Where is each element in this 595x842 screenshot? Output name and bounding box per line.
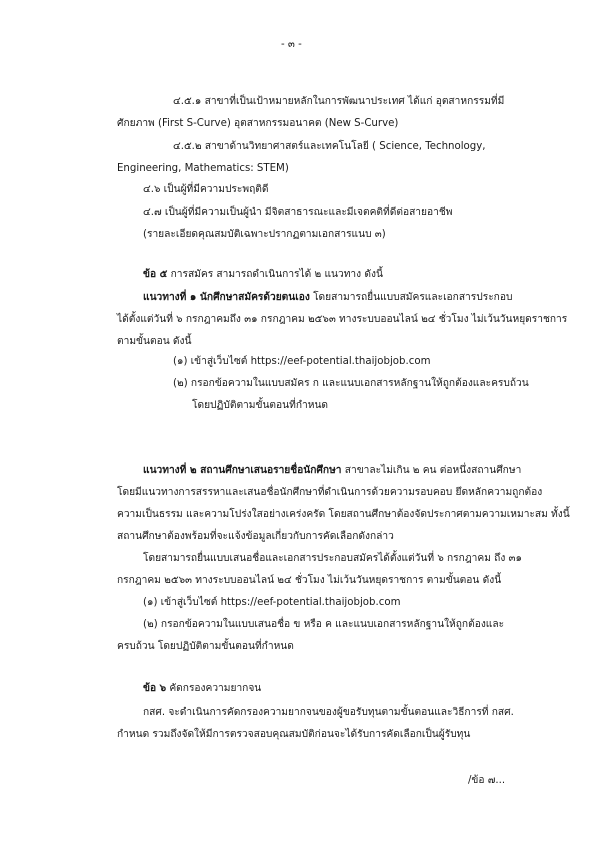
continuation-marker: /ข้อ ๗... xyxy=(468,775,506,786)
approach-1-step-2-line-1: (๒) กรอกข้อความในแบบสมัคร ก และแนบเอกสารหลักฐานให้ถูกต้องและครบถ้วน xyxy=(173,378,529,389)
approach-2-line-5: โดยสามารถยื่นแบบเสนอชื่อและเอกสารประกอบสมัครได้ตั้งแต่วันที่ ๖ กรกฎาคม ถึง ๓๑ xyxy=(143,553,522,564)
section-6-number: ข้อ ๖ xyxy=(143,683,167,694)
section-5-heading xyxy=(143,269,383,281)
para-4-5-2-line-2: Engineering, Mathematics: STEM) xyxy=(117,163,289,174)
item-4-7: ๔.๗ เป็นผู้ที่มีความเป็นผู้นำ มีจิตสาธารณะและมีเจตคติที่ดีต่อสายอาชีพ xyxy=(143,207,453,218)
section-6-title: คัดกรองความยากจน xyxy=(166,683,262,694)
approach-1-step-1: (๑) เข้าสู่เว็บไซต์ https://eef-potential.thaijobjob.com xyxy=(173,356,431,367)
section-5-title: การสมัคร สามารถดำเนินการได้ ๒ แนวทาง ดังนี้ xyxy=(167,269,383,280)
approach-2-line-3: ความเป็นธรรม และความโปร่งใสอย่างเคร่งครัด โดยสถานศึกษาต้องจัดประกาศตามความเหมาะสม ทั้งนี้ xyxy=(117,509,570,520)
approach-1-line-3: ตามขั้นตอน ดังนี้ xyxy=(117,336,192,347)
approach-2-step-1: (๑) เข้าสู่เว็บไซต์ https://eef-potential.thaijobjob.com xyxy=(143,597,401,608)
approach-2-heading: แนวทางที่ ๒ สถานศึกษาเสนอรายชื่อนักศึกษา xyxy=(143,465,342,476)
section-5-number: ข้อ ๕ xyxy=(143,269,168,280)
approach-2-step-2-line-2: ครบถ้วน โดยปฏิบัติตามขั้นตอนที่กำหนด xyxy=(117,641,294,652)
approach-1-heading: แนวทางที่ ๑ นักศึกษาสมัครด้วยตนเอง xyxy=(143,292,310,303)
section-6-line-2: กำหนด รวมถึงจัดให้มีการตรวจสอบคุณสมบัติก่อนจะได้รับการคัดเลือกเป็นผู้รับทุน xyxy=(117,729,471,740)
approach-1-line-2: ได้ตั้งแต่วันที่ ๖ กรกฎาคมถึง ๓๑ กรกฎาคม ๒๕๖๓ ทางระบบออนไลน์ ๒๔ ชั่วโมง ไม่เว้นวันหยุดราชการ xyxy=(117,314,568,325)
approach-1-line-1 xyxy=(143,292,512,304)
approach-2-line-1 xyxy=(143,465,521,477)
attachment-note: (รายละเอียดคุณสมบัติเฉพาะปรากฏตามเอกสารแนบ ๓) xyxy=(143,229,386,240)
section-6-line-1: กสศ. จะดำเนินการคัดกรองความยากจนของผู้ขอรับทุนตามขั้นตอนและวิธีการที่ กสศ. xyxy=(143,707,514,718)
approach-2-line-4: สถานศึกษาต้องพร้อมที่จะแจ้งข้อมูลเกี่ยวกับการคัดเลือกดังกล่าว xyxy=(117,531,394,542)
para-4-5-1-line-1: ๔.๕.๑ สาขาที่เป็นเป้าหมายหลักในการพัฒนาประเทศ ได้แก่ อุตสาหกรรมที่มี xyxy=(173,96,505,107)
approach-1-step-2-line-2: โดยปฏิบัติตามขั้นตอนที่กำหนด xyxy=(192,400,329,411)
approach-2-line-2: โดยมีแนวทางการสรรหาและเสนอชื่อนักศึกษาที่ดำเนินการด้วยความรอบคอบ ยึดหลักความถูกต้อง xyxy=(117,487,543,498)
approach-1-text: โดยสามารถยื่นแบบสมัครและเอกสารประกอบ xyxy=(309,292,513,303)
para-4-5-1-line-2: ศักยภาพ (First S-Curve) อุตสาหกรรมอนาคต (New S-Curve) xyxy=(117,118,399,129)
item-4-6: ๔.๖ เป็นผู้ที่มีความประพฤติดี xyxy=(143,184,269,195)
para-4-5-2-line-1: ๔.๕.๒ สาขาด้านวิทยาศาสตร์และเทคโนโลยี ( Science, Technology, xyxy=(173,141,486,152)
approach-2-step-2-line-1: (๒) กรอกข้อความในแบบเสนอชื่อ ข หรือ ค และแนบเอกสารหลักฐานให้ถูกต้องและ xyxy=(143,619,505,630)
approach-2-line-6: กรกฎาคม ๒๕๖๓ ทางระบบออนไลน์ ๒๔ ชั่วโมง ไม่เว้นวันหยุดราชการ ตามขั้นตอน ดังนี้ xyxy=(117,575,502,586)
approach-2-text: สาขาละไม่เกิน ๒ คน ต่อหนึ่งสถานศึกษา xyxy=(341,465,522,476)
page-number: - ๓ - xyxy=(281,39,302,50)
section-6-heading xyxy=(143,683,261,695)
